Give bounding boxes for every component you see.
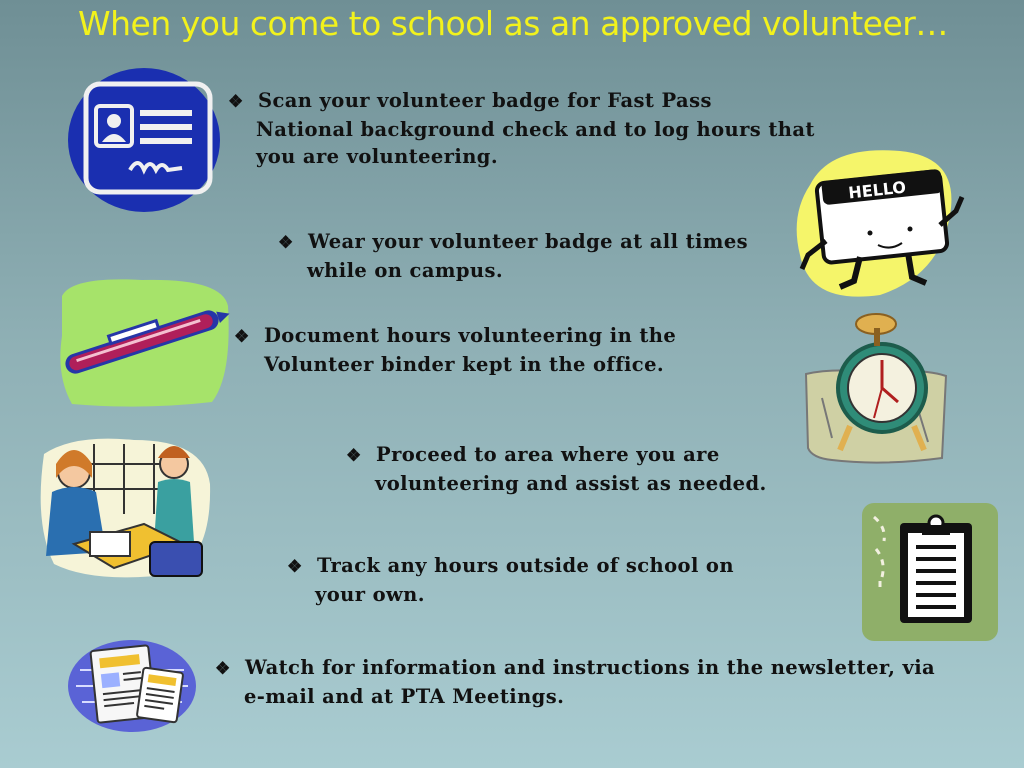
bullet-4-line1: Proceed to area where you are bbox=[376, 443, 720, 466]
bullet-4-rest: volunteering and assist as needed. bbox=[375, 472, 767, 495]
bullet-2-line1: Wear your volunteer badge at all times bbox=[308, 230, 749, 253]
volunteers-greeting-icon bbox=[34, 434, 214, 584]
bullet-3-line1: Document hours volunteering in the bbox=[264, 324, 677, 347]
id-badge-icon bbox=[66, 66, 226, 212]
bullet-6-line1: Watch for information and instructions in the newsletter, via bbox=[245, 656, 936, 679]
bullet-1-line1: Scan your volunteer badge for Fast Pass bbox=[258, 89, 712, 112]
bullet-item-2 bbox=[278, 228, 798, 284]
diamond-bullet-icon: ❖ bbox=[346, 446, 362, 466]
bullet-3-rest: Volunteer binder kept in the office. bbox=[264, 353, 665, 376]
diamond-bullet-icon: ❖ bbox=[234, 327, 250, 347]
clipboard-icon bbox=[862, 503, 998, 641]
bullet-item-3 bbox=[234, 322, 754, 378]
bullet-5-line1: Track any hours outside of school on bbox=[317, 554, 734, 577]
bullet-item-1 bbox=[228, 87, 848, 170]
bullet-6-rest: e-mail and at PTA Meetings. bbox=[244, 685, 565, 708]
bullet-5-rest: your own. bbox=[315, 583, 425, 606]
hello-name-tag-icon bbox=[790, 145, 980, 305]
alarm-clock-icon bbox=[802, 308, 952, 466]
diamond-bullet-icon: ❖ bbox=[278, 233, 294, 253]
hello-label: HELLO bbox=[847, 177, 907, 203]
slide-title: When you come to school as an approved volunteer… bbox=[78, 4, 948, 43]
pen-icon bbox=[52, 276, 232, 410]
bullet-item-6 bbox=[215, 654, 1015, 710]
bullet-1-rest: National background check and to log hours that you are volunteering. bbox=[256, 118, 815, 168]
bullet-item-4 bbox=[346, 441, 816, 497]
diamond-bullet-icon: ❖ bbox=[215, 659, 231, 679]
bullet-2-rest: while on campus. bbox=[307, 259, 504, 282]
diamond-bullet-icon: ❖ bbox=[287, 557, 303, 577]
bullet-item-5 bbox=[287, 552, 807, 608]
newsletter-icon bbox=[66, 630, 198, 734]
diamond-bullet-icon: ❖ bbox=[228, 92, 244, 112]
